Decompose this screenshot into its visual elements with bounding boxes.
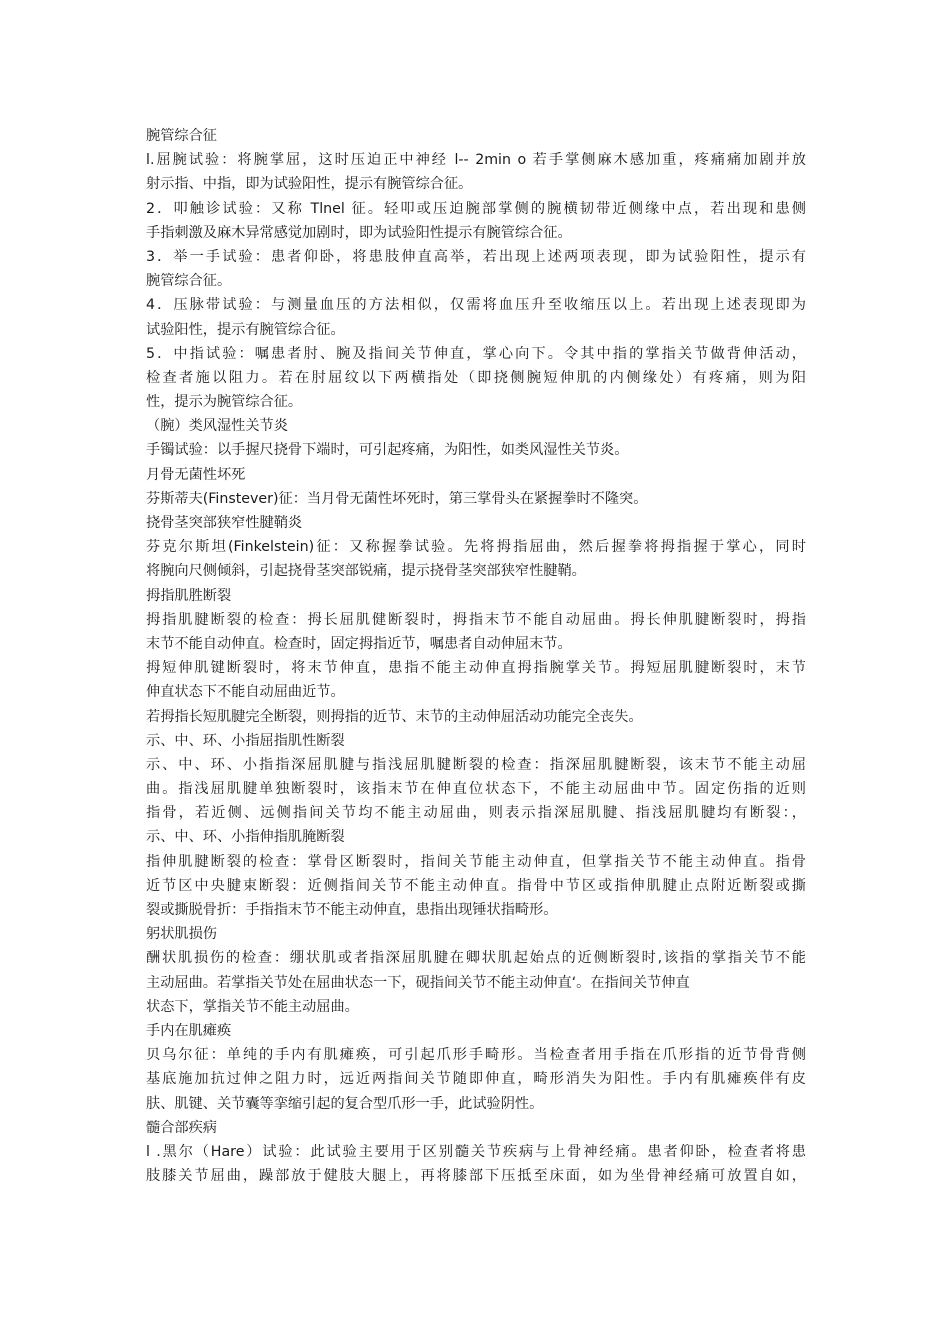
text-line: 手镯试验：以手握尺挠骨下端时，可引起疼痛，为阳性，如类风湿性关节炎。 [146, 442, 629, 459]
text-line: 芬斯蒂夫(Finstever)征：当月骨无菌性坏死时，第三掌骨头在紧握拳时不隆突。 [146, 490, 648, 507]
text-line: 试验阳性，提示有腕管综合征。 [146, 321, 345, 338]
text-line: 将腕向尺侧倾斜，引起挠骨茎突部锐痛，提示挠骨茎突部狭窄性腱鞘。 [146, 563, 586, 580]
text-line: 末节不能自动伸直。检查时，固定拇指近节，嘱患者自动伸屈末节。 [146, 635, 572, 652]
text-line: 主动屈曲。若掌指关节处在屈曲状态一下，砚指间关节不能主动伸直‘。在指间关节伸直 [146, 974, 690, 991]
text-line: 曲。指浅屈肌腱单独断裂时，该指末节在伸直位状态下，不能主动屈曲中节。固定伤指的近则 [146, 781, 806, 798]
text-line: 肢膝关节屈曲，躁部放于健肢大腿上，再将膝部下压抵至床面，如为坐骨神经痛可放置自如， [146, 1168, 806, 1185]
text-line: （腕）类风湿性关节炎 [146, 418, 288, 435]
text-line: 射示指、中指，即为试验阳性，提示有腕管综合征。 [146, 176, 473, 193]
text-line: 肤、肌键、关节囊等挛缩引起的复合型爪形一手，此试验阴性。 [146, 1095, 544, 1112]
text-line: 伸直状态下不能自动屈曲近节。 [146, 684, 345, 701]
text-line: l .黑尔（Hare）试验：此试验主要用于区别髓关节疾病与上骨神经痛。患者仰卧，检查者将患 [146, 1143, 806, 1160]
text-line: 5．中指试验：嘱患者肘、腕及指间关节伸直，掌心向下。令其中指的掌指关节做背伸活动， [146, 345, 806, 362]
text-line: 状态下，掌指关节不能主动屈曲。 [146, 998, 359, 1015]
document-body [146, 124, 806, 1188]
text-line: 示、中、环、小指指深屈肌腱与指浅屈肌腱断裂的检查：指深屈肌腱断裂，该末节不能主动屈 [146, 756, 806, 773]
text-line: 若拇指长短肌腱完全断裂，则拇指的近节、末节的主动伸屈活动功能完全丧失。 [146, 708, 643, 725]
text-line: 4．压脉带试验：与测量血压的方法相似，仅需将血压升至收缩压以上。若出现上述表现即为 [146, 297, 806, 314]
text-line: 手指刺激及麻木异常感觉加剧时，即为试验阳性提示有腕管综合征。 [146, 224, 572, 241]
text-line: 拇短伸肌键断裂时，将末节伸直，患指不能主动伸直拇指腕掌关节。拇短屈肌腱断裂时，末节 [146, 660, 806, 677]
text-line: 示、中、环、小指屈指肌性断裂 [146, 732, 345, 749]
text-line: 示、中、环、小指伸指肌腌断裂 [146, 829, 345, 846]
text-line: 2．叩触诊试验：又称 Tlnel 征。轻叩或压迫腕部掌侧的腕横韧带近侧缘中点，若出现和患侧 [146, 200, 806, 217]
text-line: 裂或撕脱骨折：手指指末节不能主动伸直，患指出现锤状指畸形。 [146, 902, 558, 918]
text-line: 贝乌尔征：单纯的手内有肌瘫痪，可引起爪形手畸形。当检查者用手指在爪形指的近节骨背侧 [146, 1047, 806, 1064]
text-line: 酬状肌损伤的检查：绷状肌或者指深屈肌腱在卿状肌起始点的近侧断裂时,该指的掌指关节不能 [146, 950, 806, 967]
text-line: 性，提示为腕管综合征。 [146, 394, 303, 411]
text-line: 指伸肌腱断裂的检查：掌骨区断裂时，指间关节能主动伸直，但掌指关节不能主动伸直。指骨 [146, 853, 806, 870]
text-line: 拇指肌胜断裂 [146, 587, 232, 604]
text-line: 基底施加抗过伸之阻力时，远近两指间关节随即伸直，畸形消失为阳性。手内有肌瘫痪伴有皮 [146, 1071, 806, 1088]
text-line: 3．举一手试验：患者仰卧，将患肢伸直高举，若出现上述两项表现，即为试验阳性，提示有 [146, 248, 806, 265]
text-line: 髓合部疾病 [146, 1119, 217, 1136]
text-line: 腕管综合征 [146, 128, 217, 144]
text-line: 挠骨茎突部狭窄性腱鞘炎 [146, 515, 303, 531]
text-line: 拇指肌腱断裂的检查：拇长屈肌健断裂时，拇指末节不能自动屈曲。拇长伸肌腱断裂时，拇指 [146, 611, 806, 628]
text-line: 躬状肌损伤 [146, 926, 217, 943]
text-line: 手内在肌瘫痪 [146, 1022, 232, 1039]
text-line: 指骨，若近侧、远侧指间关节均不能主动屈曲，则表示指深屈肌腱、指浅屈肌腱均有断裂：， [146, 805, 806, 822]
text-line: 近节区中央腱束断裂：近侧指间关节不能主动伸直。指骨中节区或指伸肌腱止点附近断裂或撕 [146, 877, 806, 894]
text-line: 腕管综合征。 [146, 273, 232, 290]
text-line: 检查者施以阻力。若在肘屈纹以下两横指处（即挠侧腕短伸肌的内侧缘处）有疼痛，则为阳 [146, 369, 806, 386]
text-line: 芬克尔斯坦(Finkelstein)征：又称握拳试验。先将拇指屈曲，然后握拳将拇指握于掌心，同时 [146, 539, 806, 556]
text-line: 月骨无菌性坏死 [146, 466, 246, 483]
text-line: l.屈腕试验：将腕掌屈，这时压迫正中神经 l-- 2min o 若手掌侧麻木感加重，疼痛痛加剧并放 [146, 152, 806, 169]
